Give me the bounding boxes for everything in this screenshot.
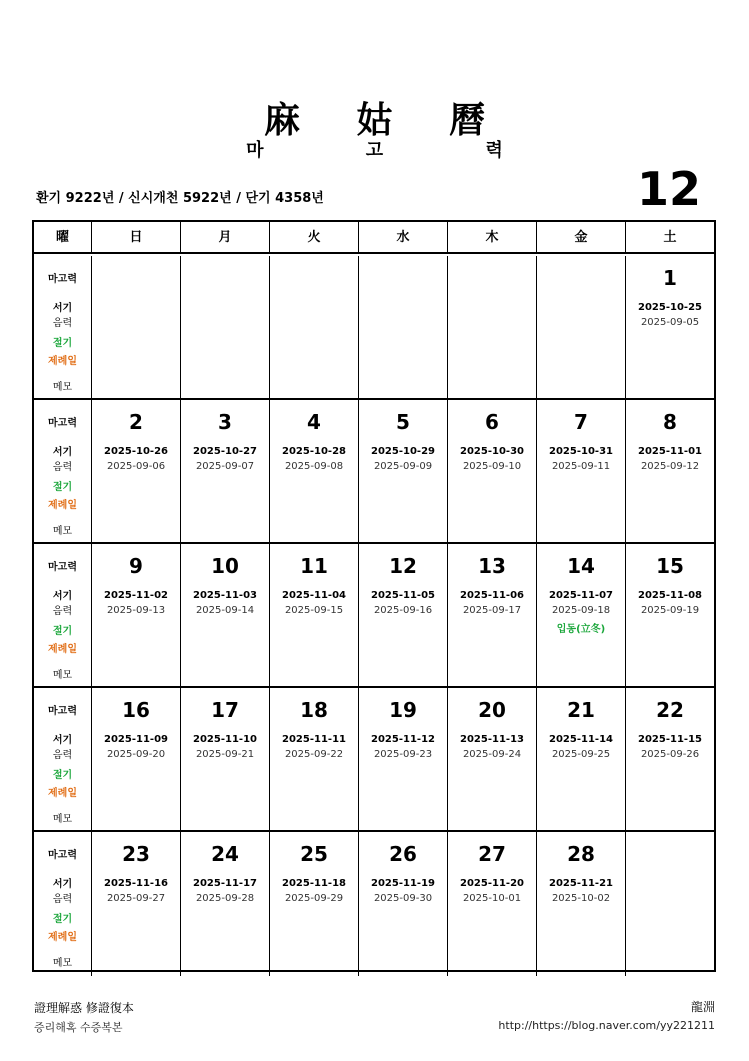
weekday-header: 月 <box>180 222 269 254</box>
empty-day-cell <box>447 256 536 398</box>
day-cell[interactable] <box>358 688 447 830</box>
lunar-date: 2025-09-15 <box>284 605 344 616</box>
footer-motto-hangul: 증리해혹 수증복본 <box>34 1021 123 1034</box>
day-cell[interactable] <box>91 544 180 686</box>
lunar-date: 2025-09-19 <box>640 605 700 616</box>
empty-day-cell <box>91 256 180 398</box>
day-cell[interactable] <box>269 688 358 830</box>
label-solar-term: 절기 <box>52 482 73 493</box>
empty-day-cell <box>269 256 358 398</box>
lunar-date: 2025-09-30 <box>373 893 433 904</box>
lunar-date: 2025-09-23 <box>373 749 433 760</box>
solar-term: 입동(立冬) <box>556 624 606 635</box>
day-number: 22 <box>656 698 684 722</box>
lunar-date: 2025-09-14 <box>195 605 255 616</box>
solar-date: 2025-11-08 <box>638 590 702 601</box>
day-cell[interactable] <box>180 544 269 686</box>
day-number: 21 <box>567 698 595 722</box>
solar-date: 2025-10-31 <box>549 446 613 457</box>
era-line: 환기 9222년 / 신시개천 5922년 / 단기 4358년 <box>36 191 324 206</box>
solar-date: 2025-11-04 <box>282 590 346 601</box>
solar-date: 2025-10-30 <box>460 446 524 457</box>
label-solar-term: 절기 <box>52 770 73 781</box>
lunar-date: 2025-09-06 <box>106 461 166 472</box>
label-solar-date: 서기 <box>52 735 73 746</box>
solar-date: 2025-11-17 <box>193 878 257 889</box>
day-number: 20 <box>478 698 506 722</box>
label-calendar-name: 마고력 <box>48 706 77 717</box>
solar-date: 2025-10-25 <box>638 302 702 313</box>
weekday-header: 水 <box>358 222 447 254</box>
label-lunar-date: 음력 <box>52 894 73 905</box>
lunar-date: 2025-09-12 <box>640 461 700 472</box>
day-cell[interactable] <box>447 832 536 976</box>
day-cell[interactable] <box>358 544 447 686</box>
day-number: 19 <box>389 698 417 722</box>
day-number: 5 <box>396 410 410 434</box>
empty-day-cell <box>625 832 714 976</box>
day-cell[interactable] <box>625 688 714 830</box>
solar-date: 2025-11-12 <box>371 734 435 745</box>
solar-date: 2025-11-03 <box>193 590 257 601</box>
day-number: 15 <box>656 554 684 578</box>
lunar-date: 2025-09-11 <box>551 461 611 472</box>
day-cell[interactable] <box>91 688 180 830</box>
lunar-date: 2025-09-24 <box>462 749 522 760</box>
lunar-date: 2025-09-26 <box>640 749 700 760</box>
label-solar-date: 서기 <box>52 303 73 314</box>
solar-date: 2025-11-19 <box>371 878 435 889</box>
weekday-header: 曜 <box>55 230 69 245</box>
solar-date: 2025-11-11 <box>282 734 346 745</box>
label-solar-date: 서기 <box>52 591 73 602</box>
empty-day-cell <box>536 256 625 398</box>
page-title: 麻 姑 曆 <box>263 100 508 141</box>
day-cell[interactable] <box>269 544 358 686</box>
lunar-date: 2025-09-25 <box>551 749 611 760</box>
label-solar-date: 서기 <box>52 879 73 890</box>
solar-date: 2025-10-26 <box>104 446 168 457</box>
lunar-date: 2025-09-22 <box>284 749 344 760</box>
solar-date: 2025-11-21 <box>549 878 613 889</box>
calendar-grid <box>32 220 716 972</box>
solar-date: 2025-10-29 <box>371 446 435 457</box>
solar-date: 2025-11-14 <box>549 734 613 745</box>
label-rite-day: 제례일 <box>48 932 77 943</box>
footer-blog-link[interactable]: http://https://blog.naver.com/yy221211 <box>498 1019 715 1032</box>
solar-date: 2025-11-13 <box>460 734 524 745</box>
row-labels <box>34 256 91 398</box>
solar-date: 2025-11-18 <box>282 878 346 889</box>
month-number: 12 <box>636 162 701 216</box>
label-lunar-date: 음력 <box>52 318 73 329</box>
day-number: 2 <box>129 410 143 434</box>
week-row <box>34 256 714 400</box>
lunar-date: 2025-09-29 <box>284 893 344 904</box>
lunar-date: 2025-09-20 <box>106 749 166 760</box>
solar-date: 2025-11-05 <box>371 590 435 601</box>
label-memo: 메모 <box>52 526 73 537</box>
footer-motto-hanja: 證理解惑 修證復本 <box>34 1001 134 1015</box>
day-cell[interactable] <box>91 832 180 976</box>
label-calendar-name: 마고력 <box>48 562 77 573</box>
page-subtitle: 마 고 력 <box>246 140 551 161</box>
day-cell[interactable] <box>447 400 536 542</box>
label-rite-day: 제례일 <box>48 500 77 511</box>
day-number: 1 <box>663 266 677 290</box>
label-solar-date: 서기 <box>52 447 73 458</box>
lunar-date: 2025-09-05 <box>640 317 700 328</box>
day-cell[interactable] <box>180 688 269 830</box>
solar-date: 2025-11-15 <box>638 734 702 745</box>
day-number: 3 <box>218 410 232 434</box>
day-number: 24 <box>211 842 239 866</box>
day-cell[interactable] <box>536 688 625 830</box>
day-cell[interactable] <box>625 544 714 686</box>
day-cell[interactable] <box>625 400 714 542</box>
label-memo: 메모 <box>52 814 73 825</box>
solar-date: 2025-11-06 <box>460 590 524 601</box>
label-memo: 메모 <box>52 382 73 393</box>
day-cell[interactable] <box>180 832 269 976</box>
day-cell[interactable] <box>91 400 180 542</box>
day-number: 18 <box>300 698 328 722</box>
day-number: 13 <box>478 554 506 578</box>
day-number: 12 <box>389 554 417 578</box>
label-calendar-name: 마고력 <box>48 850 77 861</box>
day-cell[interactable] <box>269 400 358 542</box>
label-lunar-date: 음력 <box>52 462 73 473</box>
label-solar-term: 절기 <box>52 914 73 925</box>
day-number: 6 <box>485 410 499 434</box>
label-solar-term: 절기 <box>52 626 73 637</box>
day-cell[interactable] <box>536 544 625 686</box>
row-labels <box>34 832 91 976</box>
day-number: 7 <box>574 410 588 434</box>
solar-date: 2025-11-20 <box>460 878 524 889</box>
day-number: 11 <box>300 554 328 578</box>
lunar-date: 2025-09-18 <box>551 605 611 616</box>
day-number: 17 <box>211 698 239 722</box>
solar-date: 2025-10-27 <box>193 446 257 457</box>
lunar-date: 2025-09-16 <box>373 605 433 616</box>
day-number: 9 <box>129 554 143 578</box>
week-row <box>34 400 714 544</box>
empty-day-cell <box>358 256 447 398</box>
week-row <box>34 688 714 832</box>
label-rite-day: 제례일 <box>48 644 77 655</box>
weekday-header: 土 <box>625 222 714 254</box>
lunar-date: 2025-09-09 <box>373 461 433 472</box>
day-cell[interactable] <box>447 544 536 686</box>
solar-date: 2025-11-16 <box>104 878 168 889</box>
lunar-date: 2025-09-27 <box>106 893 166 904</box>
day-cell[interactable] <box>358 832 447 976</box>
day-number: 23 <box>122 842 150 866</box>
row-labels <box>34 688 91 830</box>
lunar-date: 2025-09-17 <box>462 605 522 616</box>
lunar-date: 2025-09-21 <box>195 749 255 760</box>
day-number: 14 <box>567 554 595 578</box>
label-rite-day: 제례일 <box>48 788 77 799</box>
label-lunar-date: 음력 <box>52 750 73 761</box>
lunar-date: 2025-10-02 <box>551 893 611 904</box>
row-labels <box>34 544 91 686</box>
day-number: 10 <box>211 554 239 578</box>
label-calendar-name: 마고력 <box>48 274 77 285</box>
day-number: 27 <box>478 842 506 866</box>
day-cell[interactable] <box>536 400 625 542</box>
lunar-date: 2025-10-01 <box>462 893 522 904</box>
solar-date: 2025-11-10 <box>193 734 257 745</box>
day-cell[interactable] <box>447 688 536 830</box>
weekday-header: 火 <box>269 222 358 254</box>
label-solar-term: 절기 <box>52 338 73 349</box>
row-labels <box>34 400 91 542</box>
lunar-date: 2025-09-28 <box>195 893 255 904</box>
weekday-header: 木 <box>447 222 536 254</box>
solar-date: 2025-10-28 <box>282 446 346 457</box>
day-cell[interactable] <box>625 256 714 398</box>
solar-date: 2025-11-09 <box>104 734 168 745</box>
day-number: 4 <box>307 410 321 434</box>
label-rite-day: 제례일 <box>48 356 77 367</box>
solar-date: 2025-11-07 <box>549 590 613 601</box>
lunar-date: 2025-09-07 <box>195 461 255 472</box>
day-number: 26 <box>389 842 417 866</box>
day-number: 28 <box>567 842 595 866</box>
label-lunar-date: 음력 <box>52 606 73 617</box>
day-cell[interactable] <box>536 832 625 976</box>
week-row <box>34 544 714 688</box>
day-cell[interactable] <box>180 400 269 542</box>
day-number: 8 <box>663 410 677 434</box>
solar-date: 2025-11-02 <box>104 590 168 601</box>
day-number: 25 <box>300 842 328 866</box>
label-memo: 메모 <box>52 670 73 681</box>
label-memo: 메모 <box>52 958 73 969</box>
lunar-date: 2025-09-13 <box>106 605 166 616</box>
empty-day-cell <box>180 256 269 398</box>
weekday-header-row <box>34 222 714 254</box>
day-number: 16 <box>122 698 150 722</box>
lunar-date: 2025-09-08 <box>284 461 344 472</box>
day-cell[interactable] <box>358 400 447 542</box>
week-row <box>34 832 714 976</box>
weekday-header: 日 <box>91 222 180 254</box>
solar-date: 2025-11-01 <box>638 446 702 457</box>
lunar-date: 2025-09-10 <box>462 461 522 472</box>
footer-author: 龍淵 <box>690 1000 715 1014</box>
weekday-header: 金 <box>536 222 625 254</box>
label-calendar-name: 마고력 <box>48 418 77 429</box>
day-cell[interactable] <box>269 832 358 976</box>
